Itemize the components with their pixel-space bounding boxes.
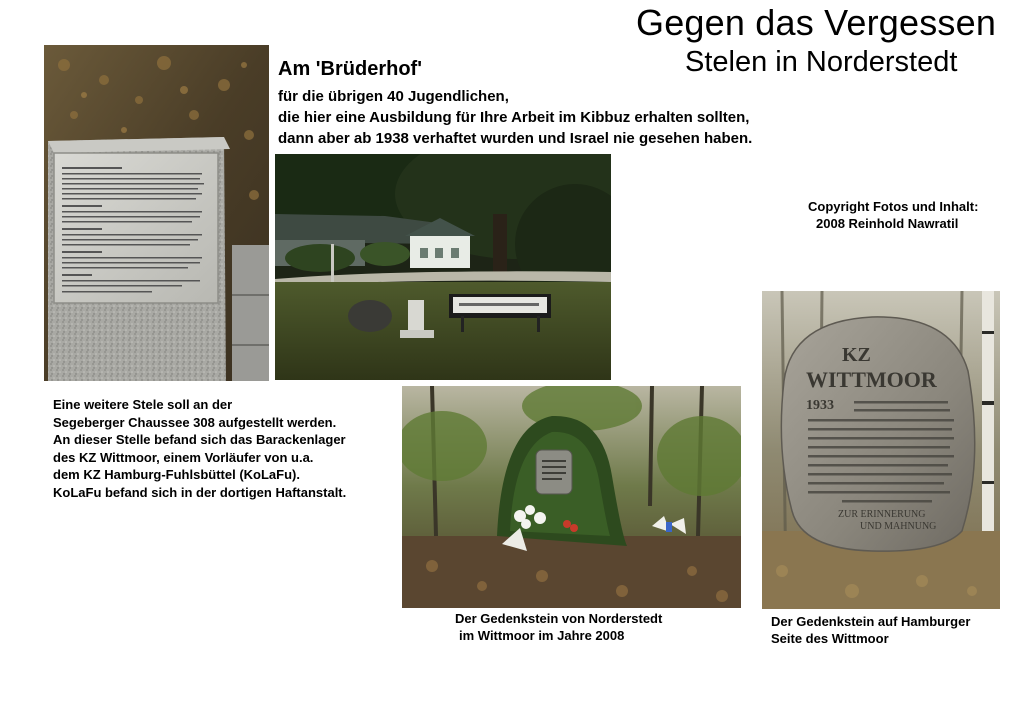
photo-bruederhof-site	[275, 154, 611, 380]
stele-description	[53, 396, 346, 501]
bruederhof-heading: Am 'Brüderhof'	[278, 58, 422, 80]
stone-title-line: WITTMOOR	[806, 367, 937, 392]
caption-line: Seite des Wittmoor	[771, 631, 889, 646]
bruederhof-text	[278, 86, 752, 149]
photo-hamburg-memorial-stone	[762, 291, 1000, 609]
caption-norderstedt	[455, 610, 662, 644]
stone-title-line: KZ	[842, 344, 871, 366]
text-line: dann aber ab 1938 verhaftet wurden und Israel nie gesehen haben.	[278, 130, 753, 147]
caption-hamburg	[771, 613, 970, 647]
caption-line: Der Gedenkstein auf Hamburger	[771, 614, 971, 629]
text-line: für die übrigen 40 Jugendlichen,	[278, 88, 509, 105]
photo-norderstedt-memorial-stone	[402, 386, 741, 608]
copyright-line: 2008 Reinhold Nawratil	[816, 216, 959, 231]
page-subtitle: Stelen in Norderstedt	[685, 46, 958, 78]
page-title: Gegen das Vergessen	[636, 2, 997, 43]
caption-line: Der Gedenkstein von Norderstedt	[455, 611, 663, 626]
stone-closing-line: UND MAHNUNG	[860, 521, 937, 532]
stone-title-line: 1933	[806, 398, 834, 413]
stone-closing-line: ZUR ERINNERUNG	[838, 509, 926, 520]
copyright-line: Copyright Fotos und Inhalt:	[808, 199, 979, 214]
text-line: KoLaFu befand sich in der dortigen Haftanstalt.	[53, 484, 347, 500]
text-line: Segeberger Chaussee 308 aufgestellt werden.	[53, 414, 337, 430]
copyright-notice	[808, 198, 978, 232]
text-line: die hier eine Ausbildung für Ihre Arbeit im Kibbuz erhalten sollten,	[278, 109, 750, 126]
text-line: Eine weitere Stele soll an der	[53, 397, 233, 412]
text-line: des KZ Wittmoor, einem Vorläufer von u.a.	[53, 449, 314, 465]
photo-memorial-plaque	[44, 45, 269, 381]
text-line: dem KZ Hamburg-Fuhlsbüttel (KoLaFu).	[53, 467, 300, 482]
caption-line: im Wittmoor im Jahre 2008	[459, 628, 625, 643]
text-line: An dieser Stelle befand sich das Barackenlager	[53, 432, 346, 447]
